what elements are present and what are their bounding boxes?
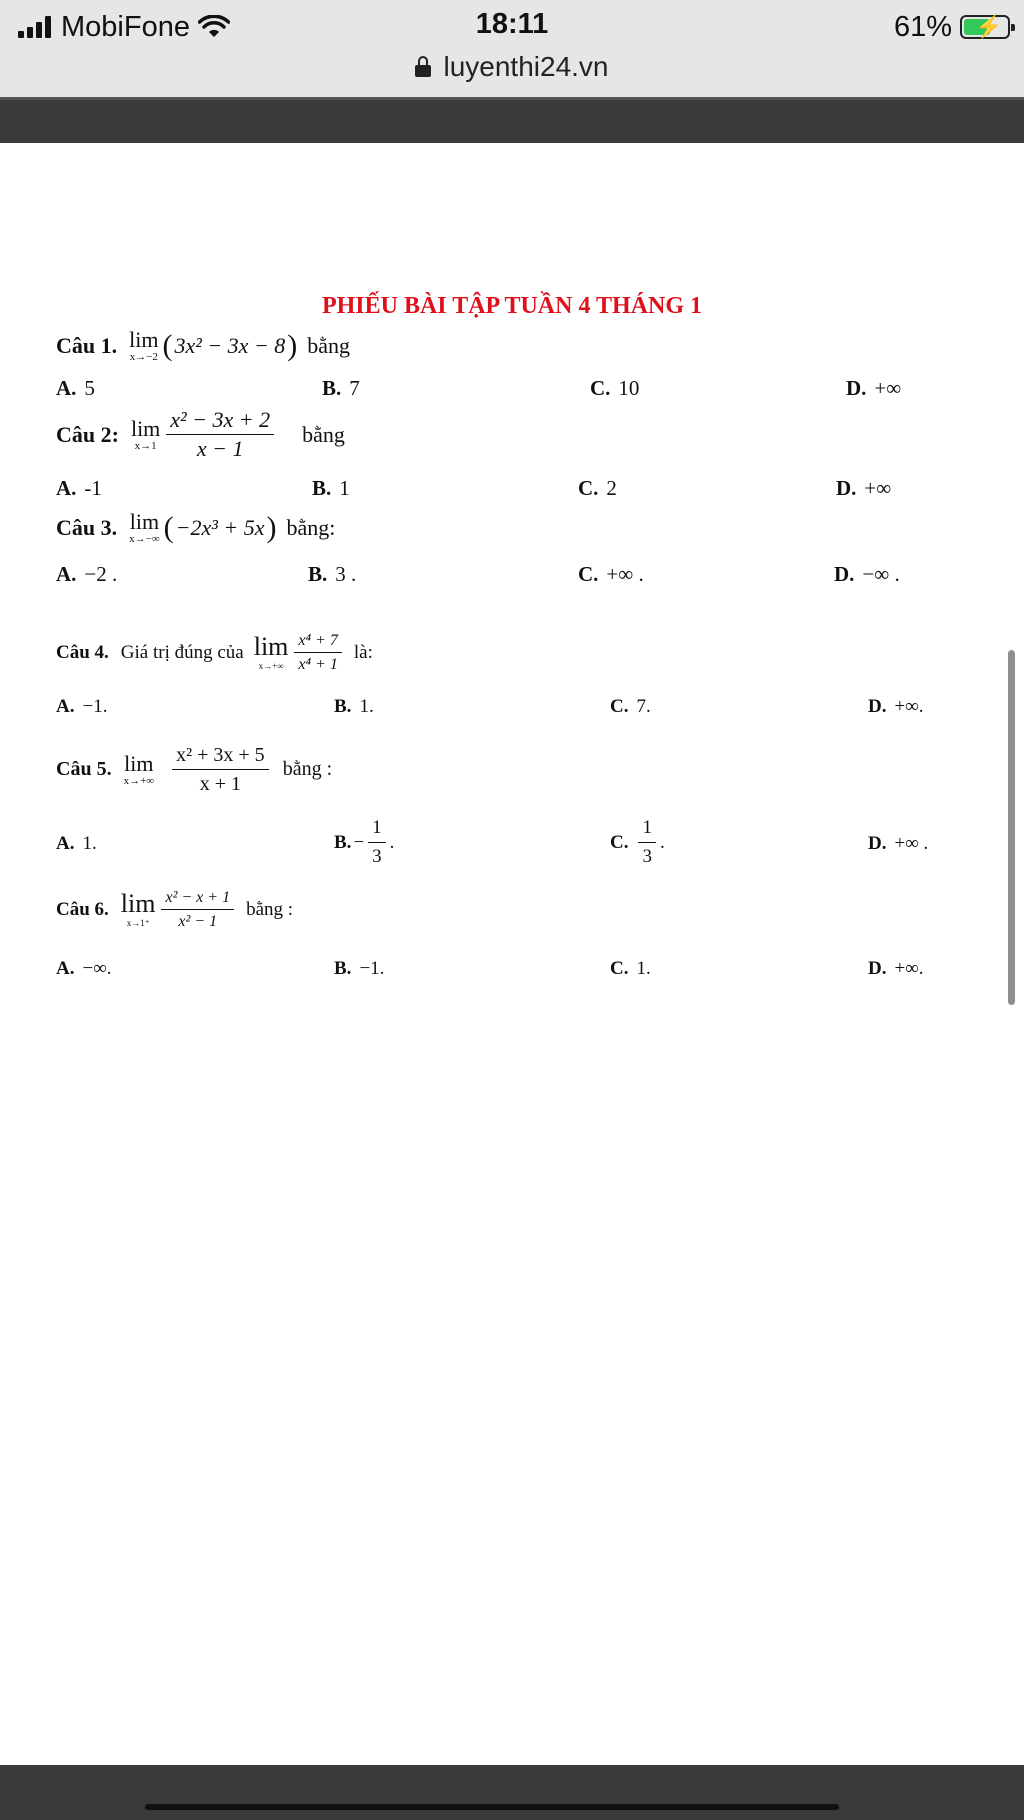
- address-bar[interactable]: [0, 48, 1024, 86]
- fraction: $\frac{\text{x² − x + 1}}{\text{x² − 1}}$: [161, 888, 234, 931]
- answer-b[interactable]: B. 1: [312, 476, 350, 500]
- question-suffix: bằng :: [282, 758, 333, 780]
- answer-d[interactable]: D. +∞.: [868, 958, 924, 979]
- fraction: $\frac{1}{3}$: [638, 816, 656, 869]
- answer-b[interactable]: B. 1.: [334, 696, 374, 717]
- fraction: $\frac{\text{x⁴ + 7}}{\text{x⁴ + 1}}$: [294, 631, 341, 674]
- battery-percent: 61%: [893, 10, 952, 43]
- limit-operator: lim x→−∞: [129, 509, 160, 545]
- battery-group: [894, 8, 1010, 46]
- url-text[interactable]: luyenthi24.vn: [443, 51, 609, 82]
- lock-icon: [415, 65, 431, 77]
- question-suffix: bằng:: [286, 515, 336, 540]
- home-indicator[interactable]: [145, 1804, 839, 1810]
- answer-d[interactable]: D. −∞ .: [834, 562, 900, 586]
- answer-a[interactable]: A. 5: [56, 376, 95, 400]
- answer-b[interactable]: B. 3 .: [308, 562, 357, 586]
- question-1: Câu 1. lim x→−2 ( 3x² − 3x − 8 ) bằng: [56, 327, 351, 363]
- question-label: Câu 1.: [56, 333, 118, 358]
- fraction: $\frac{\text{x² − 3x + 2}}{x - 1}$: [166, 408, 274, 461]
- question-label: Câu 4.: [56, 641, 109, 663]
- clock: 18:11: [475, 8, 549, 40]
- answer-b[interactable]: B. −1.: [334, 958, 385, 979]
- answer-d[interactable]: D. +∞ .: [868, 833, 929, 854]
- question-2: [56, 408, 345, 461]
- question-label: Câu 5.: [56, 758, 112, 780]
- answer-a[interactable]: A. −∞.: [56, 958, 112, 979]
- answer-b[interactable]: B. − $\frac{1}{3}$ .: [334, 817, 395, 867]
- question-prefix: Giá trị đúng của: [120, 641, 244, 663]
- answer-a[interactable]: A. 1.: [56, 833, 97, 854]
- question-label: Câu 3.: [56, 515, 118, 540]
- answer-d[interactable]: D. +∞: [836, 476, 892, 500]
- question-label: Câu 6.: [56, 898, 109, 920]
- answer-c[interactable]: C. 7.: [610, 696, 651, 717]
- answer-c[interactable]: C. +∞ .: [578, 562, 644, 586]
- page-title: PHIẾU BÀI TẬP TUẦN 4 THÁNG 1: [321, 293, 703, 319]
- question-3: Câu 3. lim x→−∞ ( −2x³ + 5x ) bằng:: [56, 509, 336, 545]
- answer-d[interactable]: D. +∞: [846, 376, 902, 400]
- limit-operator: lim x→+∞: [123, 750, 155, 787]
- question-suffix: bằng: [302, 421, 345, 447]
- question-suffix: là:: [353, 641, 373, 663]
- answer-c[interactable]: C. 10: [590, 376, 640, 400]
- carrier-name: MobiFone: [61, 10, 190, 43]
- limit-operator: lim x→1⁺: [120, 888, 156, 928]
- bottom-toolbar: [0, 1765, 1024, 1820]
- question-label: Câu 2:: [56, 421, 119, 447]
- question-suffix: bằng: [307, 333, 351, 358]
- expression: 3x² − 3x − 8: [174, 333, 286, 358]
- question-6: [56, 888, 293, 931]
- fraction: $\frac{\text{x² + 3x + 5}}{x + 1}$: [172, 743, 269, 796]
- battery-icon: [960, 15, 1010, 39]
- status-bar: [0, 0, 1024, 97]
- answer-d[interactable]: D. +∞.: [868, 696, 924, 717]
- answer-b[interactable]: B. 7: [322, 376, 360, 400]
- answer-c[interactable]: C. 2: [578, 476, 617, 500]
- fraction: $\frac{1}{3}$: [368, 816, 386, 869]
- charging-bolt-icon: ⚡: [975, 14, 1003, 39]
- answer-a[interactable]: A. −2 .: [56, 562, 118, 586]
- question-suffix: bằng :: [246, 898, 294, 920]
- limit-operator: lim x→1: [130, 415, 161, 452]
- limit-operator: lim x→+∞: [253, 631, 289, 671]
- pdf-viewer-toolbar: [0, 97, 1024, 143]
- answer-c[interactable]: C. 1.: [610, 958, 651, 979]
- answer-a[interactable]: A. −1.: [56, 696, 108, 717]
- pdf-page: [0, 143, 1024, 1765]
- limit-operator: lim x→−2: [129, 327, 159, 363]
- expression: −2x³ + 5x: [175, 515, 265, 540]
- question-5: [56, 743, 332, 796]
- scrollbar[interactable]: [1008, 650, 1015, 1005]
- question-4: [56, 631, 373, 674]
- answer-c[interactable]: C. $\frac{1}{3}$ .: [610, 817, 665, 867]
- answer-a[interactable]: A. -1: [56, 476, 102, 500]
